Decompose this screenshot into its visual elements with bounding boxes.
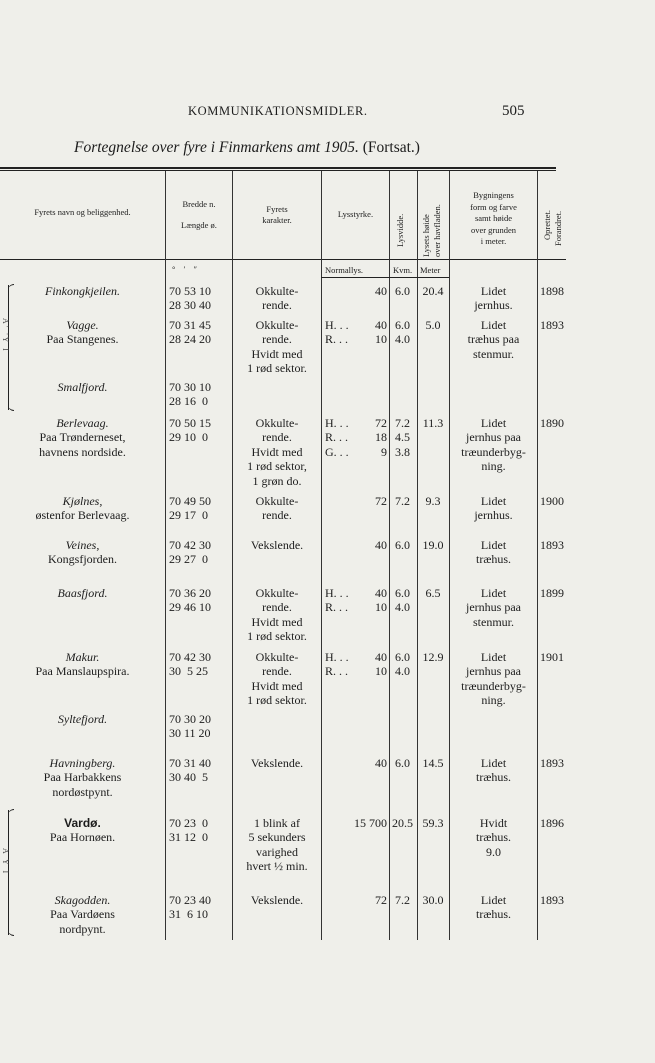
strength-sector-labels: H. . . R. . . [325, 318, 349, 347]
top-rule [0, 167, 556, 169]
year-established: 1893 [540, 318, 564, 332]
col-header-building [450, 190, 537, 248]
building-description: Lidet jernhus. [474, 494, 513, 523]
coordinates: 70 53 10 28 30 40 [169, 284, 211, 313]
light-character: Vekslende. [250, 893, 304, 907]
light-character: Okkulte- rende. Hvidt med 1 rød sektor. [247, 318, 307, 376]
light-height: 19.0 [422, 538, 444, 552]
col-header-name: Fyrets navn og beliggenhed. [34, 207, 131, 217]
light-character: Okkulte- rende. [255, 284, 299, 313]
building-description: Lidet jernhus paa stenmur. [466, 586, 521, 629]
building-description: Lidet træhus. [475, 756, 511, 785]
header-rule [0, 259, 566, 260]
col-header-latitude: Bredde n. [182, 199, 216, 209]
light-height: 5.0 [425, 318, 441, 332]
coordinates: 70 23 40 31 6 10 [169, 893, 211, 922]
light-height: 9.3 [425, 494, 441, 508]
col-header-height-2: over havfladen. [432, 204, 442, 257]
building-description: Lidet jernhus paa træunderbyg- ning. [461, 416, 526, 474]
col-header-character [233, 204, 321, 226]
coordinates: 70 30 10 28 16 0 [169, 380, 211, 409]
col-header-height-1: Lysets høide [421, 214, 431, 257]
col-header-building-5: i meter. [480, 236, 507, 246]
lighthouse-name: Skagodden. Paa Vardøens nordpynt. [50, 893, 115, 936]
coordinates: 70 42 30 30 5 25 [169, 650, 211, 679]
year-established: 1896 [540, 816, 564, 830]
light-height: 20.4 [422, 284, 444, 298]
coordinates: 70 31 45 28 24 20 [169, 318, 211, 347]
light-range: 6.0 [395, 538, 410, 552]
building-description: Lidet jernhus paa træunderbyg- ning. [461, 650, 526, 708]
lighthouse-name: Kjølnes, østenfor Berlevaag. [35, 494, 130, 523]
light-strength: 72 18 9 [375, 416, 387, 459]
table-caption [74, 139, 420, 157]
col-header-longitude: Længde ø. [181, 220, 217, 230]
light-strength: 15 700 [354, 816, 387, 830]
light-character: Okkulte- rende. Hvidt med 1 rød sektor. [247, 586, 307, 644]
lighthouse-name: Baasfjord. [57, 586, 108, 600]
col-line [165, 171, 166, 940]
building-description: Lidet træhus. [475, 893, 511, 922]
coordinates: 70 50 15 29 10 0 [169, 416, 211, 445]
building-description: Lidet træhus paa stenmur. [467, 318, 520, 361]
light-height: 59.3 [422, 816, 444, 830]
col-header-character-1: Fyrets [266, 204, 288, 214]
light-height: 30.0 [422, 893, 444, 907]
coordinates: 70 23 0 31 12 0 [169, 816, 208, 845]
building-description: Lidet jernhus. [474, 284, 513, 313]
year-established: 1899 [540, 586, 564, 600]
year-established: 1893 [540, 893, 564, 907]
light-character: Okkulte- rende. [255, 494, 299, 523]
light-range: 6.0 [395, 284, 410, 298]
light-range: 6.0 4.0 [395, 650, 410, 679]
light-range: 6.0 [395, 756, 410, 770]
lighthouse-name: Syltefjord. [57, 712, 108, 726]
light-range: 7.2 [395, 893, 410, 907]
lighthouse-name: Vardø. Paa Hornøen. [49, 816, 116, 845]
col-header-character-2: karakter. [262, 215, 292, 225]
lighthouse-name: Berlevaag. Paa Trønderneset, havnens nordside. [39, 416, 126, 459]
light-height: 11.3 [422, 416, 444, 430]
coordinates: 70 31 40 30 40 5 [169, 756, 211, 785]
light-range: 20.5 [392, 816, 413, 830]
year-established: 1893 [540, 756, 564, 770]
col-header-range: Lysvidde. [395, 213, 405, 247]
col-header-strength: Lysstyrke. [337, 209, 374, 219]
col-header-building-3: samt høide [474, 213, 513, 223]
lighthouse-name: Finkongkjeilen. [45, 284, 120, 298]
light-range: 7.2 [395, 494, 410, 508]
building-description: Lidet træhus. [475, 538, 511, 567]
unit-height: Meter [420, 265, 441, 275]
margin-marks-upper: A' 'Y I [1, 318, 10, 353]
lighthouse-name: Havningberg. Paa Harbakkens nordøstpynt. [43, 756, 122, 799]
year-established: 1898 [540, 284, 564, 298]
coordinates: 70 49 50 29 17 0 [169, 494, 211, 523]
col-header-building-4: over grunden [470, 224, 517, 235]
light-character: Okkulte- rende. Hvidt med 1 rød sektor, 1 grøn do. [247, 416, 307, 488]
unit-range: Kvm. [393, 265, 413, 275]
strength-sector-labels: H. . . R. . . [325, 586, 349, 615]
col-header-building-2: form og farve [470, 201, 517, 212]
year-established: 1893 [540, 538, 564, 552]
light-range: 6.0 4.0 [395, 318, 410, 347]
light-height: 6.5 [425, 586, 441, 600]
light-character: Vekslende. [250, 538, 304, 552]
coordinates: 70 36 20 29 46 10 [169, 586, 211, 615]
lighthouse-name: Veines, Kongsfjorden. [48, 538, 117, 567]
light-character: Okkulte- rende. Hvidt med 1 rød sektor. [247, 650, 307, 708]
year-established: 1901 [540, 650, 564, 664]
light-strength: 40 10 [375, 318, 387, 347]
margin-marks-lower: A Y I [1, 848, 10, 876]
unit-degrees: ° ′ ″ [172, 264, 201, 274]
lighthouse-name: Vagge. Paa Stangenes. [46, 318, 119, 347]
light-character: Vekslende. [250, 756, 304, 770]
page-number: 505 [502, 103, 525, 119]
caption-main: Fortegnelse over fyre i Finmarkens amt 1905. [74, 139, 359, 156]
light-character: 1 blink af 5 sekunders varighed hvert ½ min. [246, 816, 308, 874]
light-strength: 40 10 [375, 586, 387, 615]
light-range: 7.2 4.5 3.8 [395, 416, 410, 459]
light-strength: 40 [375, 538, 387, 552]
light-height: 12.9 [422, 650, 444, 664]
coordinates: 70 42 30 29 27 0 [169, 538, 211, 567]
light-strength: 72 [375, 494, 387, 508]
top-rule-thin [0, 170, 556, 171]
light-range: 6.0 4.0 [395, 586, 410, 615]
strength-sector-labels: H. . . R. . . [325, 650, 349, 679]
coordinates: 70 30 20 30 11 20 [169, 712, 211, 741]
unit-strength: Normallys. [325, 265, 364, 275]
running-title: KOMMUNIKATIONSMIDLER. [188, 104, 368, 118]
light-strength: 40 [375, 284, 387, 298]
light-strength: 72 [375, 893, 387, 907]
lighthouse-name: Smalfjord. [57, 380, 108, 394]
building-description: Hvidt træhus. 9.0 [475, 816, 511, 859]
light-strength: 40 10 [375, 650, 387, 679]
col-header-established: Oprettet. [542, 210, 552, 240]
year-established: 1900 [540, 494, 564, 508]
year-established: 1890 [540, 416, 564, 430]
unit-rule [321, 277, 449, 278]
strength-sector-labels: H. . . R. . . G. . . [325, 416, 349, 459]
col-header-changed: Forandret. [553, 210, 563, 246]
col-header-coords [166, 199, 232, 231]
caption-continued: (Fortsat.) [362, 139, 420, 156]
lighthouse-name: Makur. Paa Manslaupspira. [35, 650, 130, 679]
col-line [321, 171, 322, 940]
col-header-building-1: Bygningens [473, 190, 514, 200]
light-strength: 40 [375, 756, 387, 770]
light-height: 14.5 [422, 756, 444, 770]
